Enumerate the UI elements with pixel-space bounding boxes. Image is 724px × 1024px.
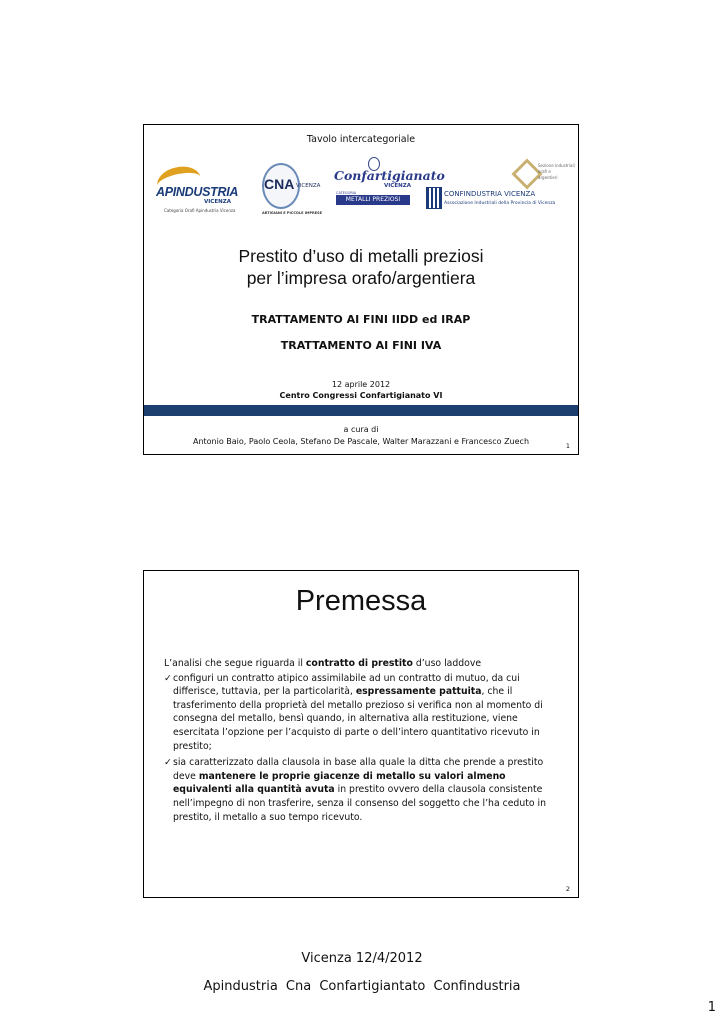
list-item-text: [173, 672, 554, 754]
slide-2-title: Premessa: [295, 585, 427, 617]
slide-1: [143, 124, 579, 455]
apindustria-logo-sub: Categoria Orafi Apindustria Vicenza: [164, 208, 236, 213]
confartigianato-logo-category: CATEGORIA: [336, 191, 357, 195]
slide-1-date: 12 aprile 2012: [331, 380, 391, 389]
intro-text: L’analisi che segue riguarda il: [164, 658, 306, 669]
checkmark-icon: ✓: [164, 672, 172, 684]
intro-text: d’uso laddove: [412, 658, 482, 669]
confindustria-logo-name: CONFINDUSTRIA VICENZA: [444, 190, 536, 198]
slide-1-venue: Centro Congressi Confartigianato VI: [279, 391, 443, 400]
cna-logo: [262, 163, 324, 219]
cna-logo-name: CNA: [264, 176, 295, 192]
slide-1-divider-bar: [144, 405, 578, 416]
page-number: 1: [707, 1000, 716, 1015]
footer-organizations: Apindustria Cna Confartigiantato Confindustria: [203, 979, 521, 994]
checkmark-icon: ✓: [164, 757, 172, 769]
apindustria-logo: [154, 167, 242, 217]
confartigianato-logo-box: METALLI PREZIOSI: [336, 195, 410, 205]
slide-1-top-label: Tavolo intercategoriale: [306, 134, 416, 145]
slide-2-page-number: 2: [565, 885, 570, 893]
intro-bold: contratto di prestito: [305, 658, 413, 669]
cna-logo-city: VICENZA: [296, 183, 321, 189]
slide-2-intro: [164, 657, 554, 671]
confindustria-small-line: Sezione industriali: [538, 163, 575, 168]
item-text: , che il trasferimento della proprietà del metallo prezioso si verifica non al momento di consegna del metallo, bensì quando, in alternativa alla restituzione, viene esercitata l’opzione per l’acquisto di parte o dell’intero quantitativo ricevuto in prestito;: [173, 686, 543, 752]
confindustria-small-line: argentieri: [538, 175, 558, 180]
list-item: [164, 672, 554, 754]
slide-2: [143, 570, 579, 898]
confindustria-emblem-icon: [426, 187, 442, 209]
confartigianato-logo-name: Confartigianato: [334, 168, 445, 183]
item-text: sia caratterizzato dalla clausola in base alla quale la ditta che prende a prestito deve: [173, 757, 544, 782]
confartigianato-logo-city: VICENZA: [384, 183, 411, 189]
item-bold: mantenere le proprie giacenze di metallo su valori almeno equivalenti alla quantità avuta: [173, 770, 506, 796]
slide-1-subtitle-1: TRATTAMENTO AI FINI IIDD ed IRAP: [251, 313, 471, 326]
confindustria-logo-sub: Associazione Industriali della Provincia di Vicenza: [444, 201, 556, 206]
slide-1-cura: a cura di: [343, 425, 379, 434]
slide-1-title-line-2: per l’impresa orafo/argentiera: [246, 268, 476, 288]
confartigianato-logo: [334, 157, 445, 217]
confindustria-logo: [426, 163, 576, 219]
slide-1-page-number: 1: [565, 442, 570, 450]
list-item: [164, 756, 554, 824]
item-bold: espressamente pattuita: [355, 686, 482, 698]
list-item-text: [173, 756, 554, 824]
cna-logo-sub: ARTIGIANI E PICCOLE IMPRESE: [262, 211, 323, 215]
confindustria-small-line: orafi e: [538, 169, 551, 174]
apindustria-logo-name: APINDUSTRIA: [156, 185, 239, 199]
item-text: in prestito ovvero della clausola consistente nell’impegno di non trasferire, senza il consenso del soggetto che l’ha ceduto in prestito, il metallo a suo tempo ricevuto.: [173, 784, 546, 823]
item-text: configuri un contratto atipico assimilabile ad un contratto di mutuo, da cui differisce, tuttavia, per la particolarità,: [173, 672, 520, 698]
slide-1-authors: Antonio Baio, Paolo Ceola, Stefano De Pascale, Walter Marazzani e Francesco Zuech: [192, 437, 530, 446]
footer-date: Vicenza 12/4/2012: [301, 951, 423, 966]
apindustria-logo-city: VICENZA: [204, 199, 231, 205]
slide-1-title-line-1: Prestito d’uso di metalli preziosi: [238, 246, 484, 266]
logos-row: [144, 155, 578, 217]
slide-1-title: [144, 245, 578, 289]
slide-2-body: [164, 657, 554, 827]
slide-1-subtitle-2: TRATTAMENTO AI FINI IVA: [280, 339, 442, 352]
